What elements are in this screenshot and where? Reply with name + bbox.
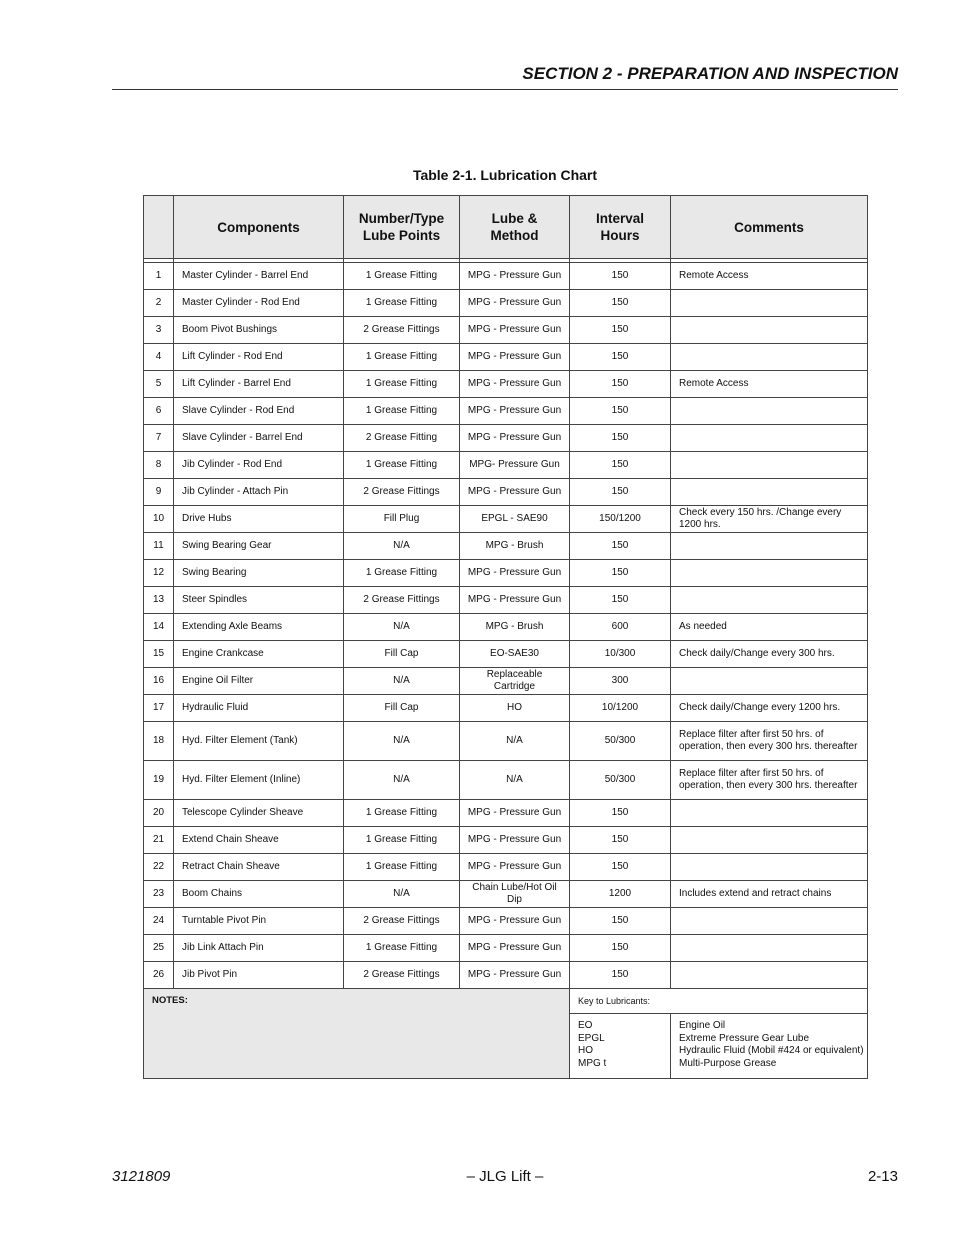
row-number: 1 (144, 263, 174, 290)
row-interval: 150 (570, 398, 671, 425)
row-lube-method: MPG - Pressure Gun (460, 479, 570, 506)
row-lube-method: MPG - Brush (460, 533, 570, 560)
row-interval: 150 (570, 425, 671, 452)
key-abbr-ho: HO (578, 1045, 593, 1056)
table-row (144, 800, 868, 827)
row-interval: 50/300 (570, 722, 671, 761)
row-component: Extend Chain Sheave (174, 827, 344, 854)
key-desc-epgl: Extreme Pressure Gear Lube (679, 1032, 810, 1044)
row-lube-points: N/A (344, 668, 460, 695)
row-comment: Replace filter after first 50 hrs. of operation, then every 300 hrs. thereafter (671, 761, 868, 800)
row-component: Turntable Pivot Pin (174, 908, 344, 935)
table-row (144, 452, 868, 479)
table-row (144, 962, 868, 989)
section-title: SECTION 2 - PREPARATION AND INSPECTION (522, 64, 898, 83)
row-interval: 150 (570, 935, 671, 962)
table-row (144, 560, 868, 587)
row-component: Swing Bearing (174, 560, 344, 587)
row-comment (671, 452, 868, 479)
header-comments: Comments (671, 196, 868, 259)
row-lube-method: N/A (460, 761, 570, 800)
table-title: Table 2-1. Lubrication Chart (412, 167, 598, 183)
row-interval: 150 (570, 479, 671, 506)
row-component: Extending Axle Beams (174, 614, 344, 641)
row-comment: Check every 150 hrs. /Change every 1200 hrs. (671, 506, 868, 533)
row-interval: 150/1200 (570, 506, 671, 533)
row-component: Jib Pivot Pin (174, 962, 344, 989)
table-row (144, 398, 868, 425)
key-desc-ho: Hydraulic Fluid (Mobil #424 or equivalent) (679, 1045, 864, 1056)
table-row (144, 695, 868, 722)
row-interval: 150 (570, 587, 671, 614)
row-lube-points: 1 Grease Fitting (344, 827, 460, 854)
row-interval: 150 (570, 908, 671, 935)
row-number: 14 (144, 614, 174, 641)
row-lube-points: 2 Grease Fittings (344, 317, 460, 344)
row-number: 4 (144, 344, 174, 371)
table-row (144, 587, 868, 614)
row-lube-points: 1 Grease Fitting (344, 800, 460, 827)
row-lube-points: 1 Grease Fitting (344, 854, 460, 881)
row-component: Steer Spindles (174, 587, 344, 614)
row-lube-method: MPG - Pressure Gun (460, 398, 570, 425)
row-lube-method: EO-SAE30 (460, 641, 570, 668)
row-component: Jib Link Attach Pin (174, 935, 344, 962)
row-lube-method: MPG - Pressure Gun (460, 344, 570, 371)
row-component: Swing Bearing Gear (174, 533, 344, 560)
row-lube-method: MPG - Pressure Gun (460, 962, 570, 989)
row-lube-points: 1 Grease Fitting (344, 935, 460, 962)
row-comment (671, 827, 868, 854)
row-comment (671, 800, 868, 827)
row-lube-method: Chain Lube/Hot Oil Dip (460, 881, 570, 908)
row-interval: 150 (570, 962, 671, 989)
table-row (144, 317, 868, 344)
row-lube-points: 1 Grease Fitting (344, 452, 460, 479)
table-row (144, 371, 868, 398)
row-number: 15 (144, 641, 174, 668)
row-component: Boom Pivot Bushings (174, 317, 344, 344)
row-component: Drive Hubs (174, 506, 344, 533)
row-comment (671, 962, 868, 989)
key-abbr-mpg: MPG t (578, 1057, 607, 1069)
row-lube-method: HO (460, 695, 570, 722)
row-number: 11 (144, 533, 174, 560)
row-number: 22 (144, 854, 174, 881)
row-interval: 1200 (570, 881, 671, 908)
row-component: Jib Cylinder - Attach Pin (174, 479, 344, 506)
row-lube-method: MPG - Pressure Gun (460, 371, 570, 398)
table-row (144, 344, 868, 371)
row-component: Master Cylinder - Barrel End (174, 263, 344, 290)
row-number: 16 (144, 668, 174, 695)
row-number: 21 (144, 827, 174, 854)
footer-doc-number: 3121809 (112, 1168, 171, 1185)
row-interval: 10/300 (570, 641, 671, 668)
row-interval: 150 (570, 533, 671, 560)
row-component: Hydraulic Fluid (174, 695, 344, 722)
row-number: 25 (144, 935, 174, 962)
row-lube-points: 1 Grease Fitting (344, 290, 460, 317)
row-number: 18 (144, 722, 174, 761)
row-lube-method: MPG - Pressure Gun (460, 560, 570, 587)
row-lube-points: N/A (344, 722, 460, 761)
row-number: 5 (144, 371, 174, 398)
table-row (144, 722, 868, 761)
table-row (144, 479, 868, 506)
row-interval: 150 (570, 263, 671, 290)
table-row (144, 827, 868, 854)
header-components: Components (174, 196, 344, 259)
row-interval: 10/1200 (570, 695, 671, 722)
row-number: 7 (144, 425, 174, 452)
row-lube-points: N/A (344, 881, 460, 908)
row-lube-points: 2 Grease Fitting (344, 425, 460, 452)
row-component: Engine Oil Filter (174, 668, 344, 695)
row-lube-points: 2 Grease Fittings (344, 587, 460, 614)
row-lube-method: MPG - Pressure Gun (460, 263, 570, 290)
row-lube-method: MPG - Pressure Gun (460, 908, 570, 935)
table-row (144, 614, 868, 641)
row-comment (671, 533, 868, 560)
row-lube-method: MPG - Pressure Gun (460, 317, 570, 344)
row-comment (671, 479, 868, 506)
row-number: 9 (144, 479, 174, 506)
row-number: 20 (144, 800, 174, 827)
row-lube-method: MPG - Pressure Gun (460, 827, 570, 854)
row-comment (671, 317, 868, 344)
row-interval: 150 (570, 344, 671, 371)
row-lube-method: MPG - Pressure Gun (460, 290, 570, 317)
key-to-lubricants-label: Key to Lubricants: (570, 989, 868, 1014)
row-number: 3 (144, 317, 174, 344)
row-comment (671, 290, 868, 317)
row-component: Master Cylinder - Rod End (174, 290, 344, 317)
notes-label: NOTES: (144, 989, 570, 1079)
table-row (144, 533, 868, 560)
row-lube-method: MPG - Pressure Gun (460, 587, 570, 614)
row-lube-points: 1 Grease Fitting (344, 263, 460, 290)
table-row (144, 908, 868, 935)
row-number: 13 (144, 587, 174, 614)
row-lube-points: 1 Grease Fitting (344, 344, 460, 371)
row-lube-method: MPG - Brush (460, 614, 570, 641)
row-lube-points: Fill Plug (344, 506, 460, 533)
key-abbr-eo: EO (578, 1020, 593, 1031)
row-lube-points: 1 Grease Fitting (344, 560, 460, 587)
row-lube-method: MPG - Pressure Gun (460, 935, 570, 962)
key-descriptions (671, 1014, 868, 1079)
table-row (144, 881, 868, 908)
row-comment: Remote Access (671, 263, 868, 290)
key-desc-eo: Engine Oil (679, 1020, 726, 1031)
row-comment (671, 668, 868, 695)
row-interval: 150 (570, 452, 671, 479)
header-number (144, 196, 174, 259)
header-lube-method: Lube & Method (460, 196, 570, 259)
table-row (144, 761, 868, 800)
row-number: 6 (144, 398, 174, 425)
table-row (144, 425, 868, 452)
row-component: Telescope Cylinder Sheave (174, 800, 344, 827)
footer-page-number: 2-13 (867, 1168, 898, 1185)
row-interval: 300 (570, 668, 671, 695)
row-interval: 600 (570, 614, 671, 641)
header-rule (112, 89, 898, 90)
row-comment (671, 344, 868, 371)
row-comment: Includes extend and retract chains (671, 881, 868, 908)
row-number: 17 (144, 695, 174, 722)
notes-row-label (144, 989, 868, 1014)
row-component: Slave Cylinder - Rod End (174, 398, 344, 425)
row-comment: Remote Access (671, 371, 868, 398)
row-comment (671, 398, 868, 425)
row-comment (671, 587, 868, 614)
row-number: 26 (144, 962, 174, 989)
row-number: 10 (144, 506, 174, 533)
row-comment (671, 935, 868, 962)
key-abbreviations (570, 1014, 671, 1079)
key-abbr-epgl: EPGL (578, 1032, 605, 1044)
row-lube-points: 1 Grease Fitting (344, 398, 460, 425)
row-component: Boom Chains (174, 881, 344, 908)
row-lube-points: N/A (344, 761, 460, 800)
row-lube-method: MPG - Pressure Gun (460, 854, 570, 881)
row-interval: 150 (570, 800, 671, 827)
table-row (144, 854, 868, 881)
row-interval: 150 (570, 317, 671, 344)
row-lube-points: Fill Cap (344, 641, 460, 668)
row-number: 8 (144, 452, 174, 479)
row-interval: 150 (570, 290, 671, 317)
row-comment (671, 908, 868, 935)
footer-center-text: – JLG Lift – (466, 1168, 544, 1185)
row-lube-points: N/A (344, 614, 460, 641)
row-lube-points: 2 Grease Fittings (344, 962, 460, 989)
table-row (144, 641, 868, 668)
row-number: 24 (144, 908, 174, 935)
row-interval: 150 (570, 560, 671, 587)
row-number: 12 (144, 560, 174, 587)
row-lube-method: MPG - Pressure Gun (460, 425, 570, 452)
row-comment (671, 560, 868, 587)
row-comment: Replace filter after first 50 hrs. of operation, then every 300 hrs. thereafter (671, 722, 868, 761)
row-lube-points: 2 Grease Fittings (344, 908, 460, 935)
row-lube-method: EPGL - SAE90 (460, 506, 570, 533)
row-comment: Check daily/Change every 1200 hrs. (671, 695, 868, 722)
table-row (144, 263, 868, 290)
table-header-row (144, 196, 868, 259)
key-desc-mpg: Multi-Purpose Grease (679, 1057, 777, 1069)
row-lube-method: Replaceable Cartridge (460, 668, 570, 695)
row-comment (671, 854, 868, 881)
row-lube-method: N/A (460, 722, 570, 761)
row-component: Retract Chain Sheave (174, 854, 344, 881)
table-row (144, 668, 868, 695)
row-lube-points: 2 Grease Fittings (344, 479, 460, 506)
row-component: Hyd. Filter Element (Tank) (174, 722, 344, 761)
row-comment (671, 425, 868, 452)
row-component: Slave Cylinder - Barrel End (174, 425, 344, 452)
table-row (144, 935, 868, 962)
row-component: Jib Cylinder - Rod End (174, 452, 344, 479)
table-row (144, 290, 868, 317)
row-interval: 150 (570, 371, 671, 398)
row-interval: 150 (570, 854, 671, 881)
row-number: 23 (144, 881, 174, 908)
row-component: Lift Cylinder - Barrel End (174, 371, 344, 398)
row-lube-points: Fill Cap (344, 695, 460, 722)
header-interval: Interval Hours (570, 196, 671, 259)
lubrication-chart-table (143, 195, 868, 1079)
row-interval: 50/300 (570, 761, 671, 800)
row-component: Hyd. Filter Element (Inline) (174, 761, 344, 800)
row-lube-method: MPG- Pressure Gun (460, 452, 570, 479)
row-comment: Check daily/Change every 300 hrs. (671, 641, 868, 668)
row-number: 19 (144, 761, 174, 800)
row-number: 2 (144, 290, 174, 317)
row-component: Lift Cylinder - Rod End (174, 344, 344, 371)
row-interval: 150 (570, 827, 671, 854)
row-comment: As needed (671, 614, 868, 641)
header-number-type: Number/Type Lube Points (344, 196, 460, 259)
row-lube-method: MPG - Pressure Gun (460, 800, 570, 827)
row-lube-points: N/A (344, 533, 460, 560)
row-lube-points: 1 Grease Fitting (344, 371, 460, 398)
table-row (144, 506, 868, 533)
row-component: Engine Crankcase (174, 641, 344, 668)
